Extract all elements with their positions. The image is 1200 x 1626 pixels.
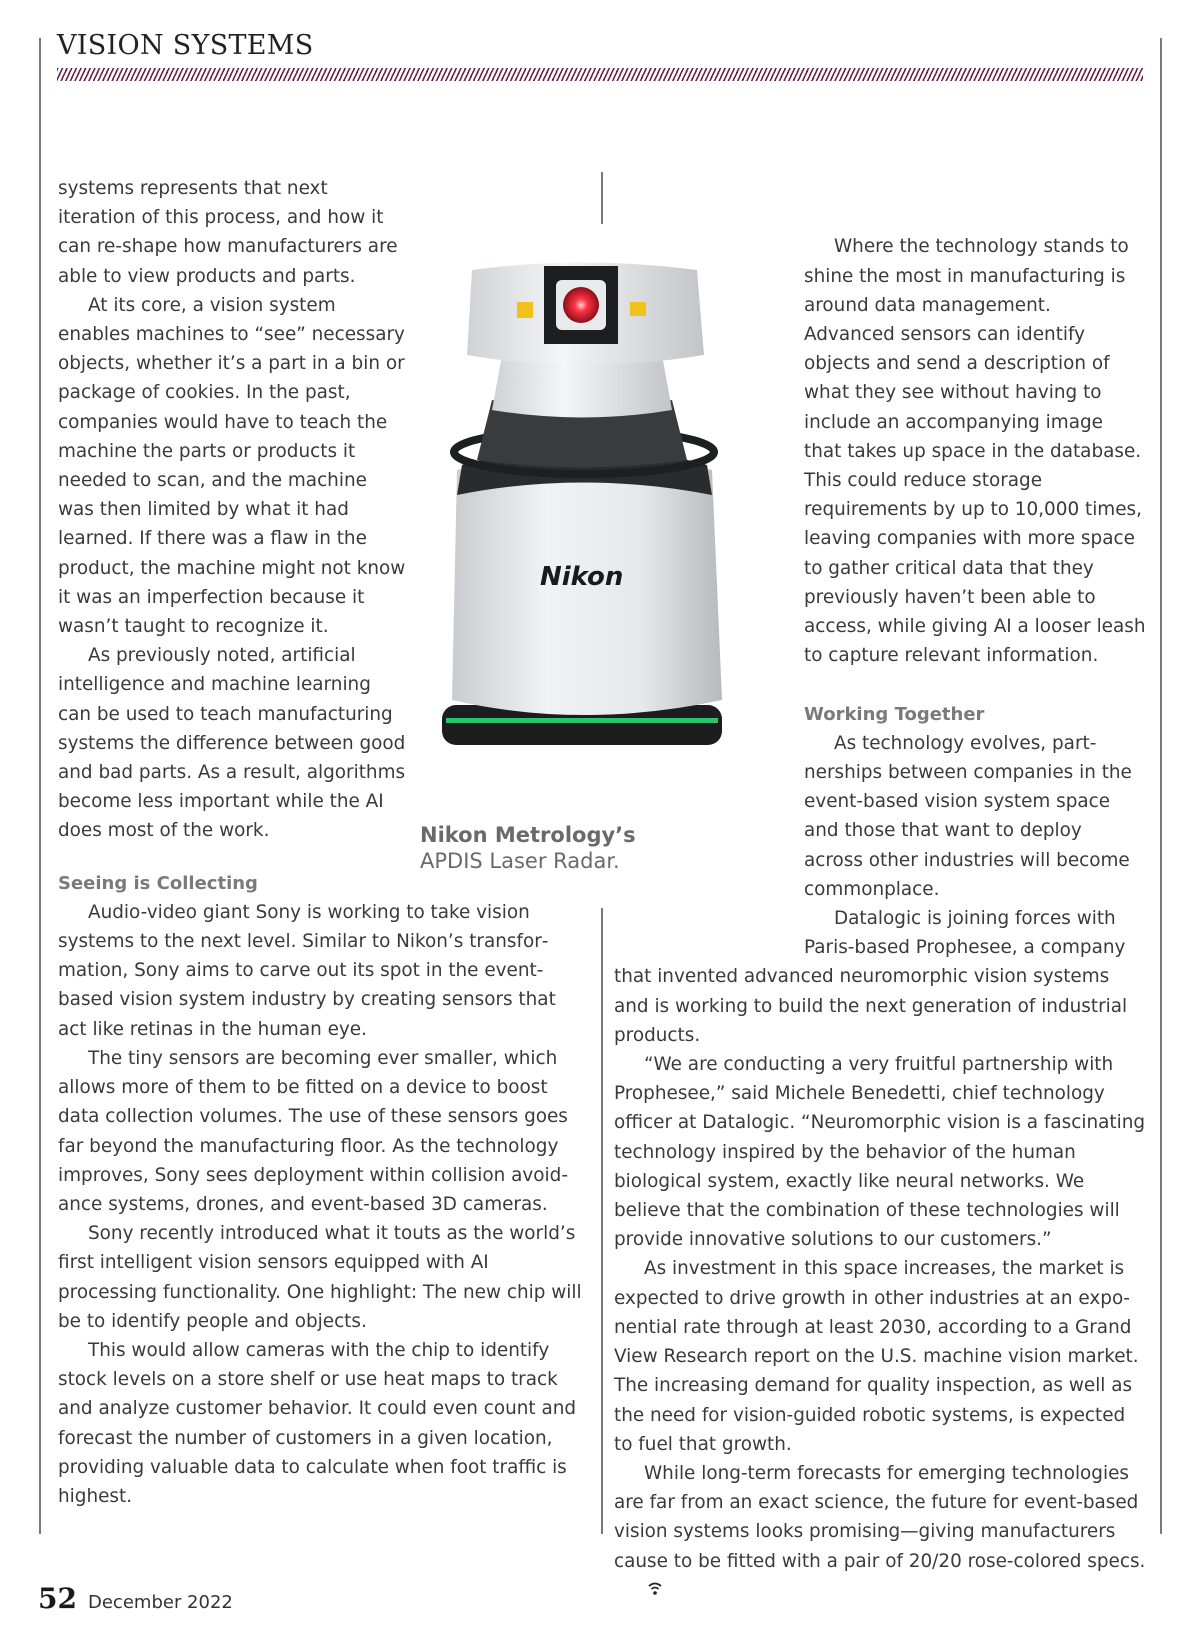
header-hatch-band [57,68,1143,81]
caption-rest: APDIS Laser Radar. [420,849,620,873]
left-border-rule [39,38,41,1534]
column-divider-top [601,172,603,224]
left-paragraph-7: This would allow cameras with the chip to identify stock levels on a store shelf or use heat maps to track and analyze customer behavior. It could even count and forecast the number of customers in a given location, providing valuable data to calculate when foot traffic is highest. [58,1339,577,1507]
column-divider-bottom [601,908,603,1534]
photo-caption [420,822,650,874]
heading-seeing-is-collecting: Seeing is Collecting [58,872,258,894]
issue-date: December 2022 [88,1592,233,1613]
nikon-logo-label: Nikon [540,562,624,592]
right-paragraph-2: As technology evolves, partnerships between companies in the event-based vision system space and those that want to deploy across other industries will become commonplace. [804,732,1132,900]
left-paragraph-2: At its core, a vision system enables machines to “see” necessary objects, whether it’s a part in a bin or package of cookies. In the past, companies would have to teach the machine the parts or products it needed to scan, and the machine was then limited by what it had learned. If there was a flaw in the product, the machine might not know it was an imperfection because it wasn’t taught to recognize it. [58,294,406,638]
heading-working-together: Working Together [804,703,985,725]
left-paragraph-3: As previously noted, artificial intelligence and machine learning can be used to teach manufacturing systems the difference between good and bad parts. As a result, algorithms become less important while the AI does most of the work. [58,645,406,842]
page-number: 52 [38,1582,77,1615]
right-paragraph-1: Where the technology stands to shine the most in manufacturing is around data management. Advanced sensors can identify objects and send a description of what they see without having to include an accompanying image that takes up space in the database. This could reduce storage requirements by up to 10,000 times, leaving companies with more space to gather critical data that they previously haven’t been able to access, while giving AI a looser leash to capture relevant information. [804,236,1146,667]
end-mark-icon [618,1576,662,1605]
right-paragraph-3: Datalogic is joining forces with Paris-based Prophesee, a company that invented advanced neuromorphic vision systems and is working to build the next generation of industrial products. [614,908,1128,1046]
laser-warning-label-icon [517,302,533,318]
right-paragraph-6 [614,1459,1146,1605]
left-paragraph-4: Audio-video giant Sony is working to take vision systems to the next level. Similar to Nikon’s transformation, Sony aims to carve out its spot in the event-based vision system industry by creating sensors that act like retinas in the human eye. [58,901,556,1040]
safety-label-icon [630,302,646,316]
left-paragraph-6: Sony recently introduced what it touts as the world’s first intelligent vision sensors equipped with AI processing functionality. One highlight: The new chip will be to identify people and objects. [58,1223,582,1332]
right-paragraph-1-lead [614,174,1146,232]
right-paragraph-5: As investment in this space increases, the market is expected to drive growth in other industries at an exponential rate through at least 2030, according to a Grand View Research report on the U.S. machine vision market. The increasing demand for quality inspection, as well as the need for vision-guided robotic systems, is expected to fuel that growth. [614,1258,1139,1455]
section-title: VISION SYSTEMS [57,30,314,61]
laser-radar-photo [432,260,762,790]
right-border-rule [1160,38,1162,1534]
green-led-strip-icon [446,718,718,723]
left-paragraph-5: The tiny sensors are becoming ever smaller, which allows more of them to be fitted on a device to boost data collection volumes. The use of these sensors goes far beyond the manufacturing floor. As the technology improves, Sony sees deployment within collision avoidance systems, drones, and event-based 3D cameras. [58,1047,568,1215]
laser-lens-icon [563,287,599,323]
left-paragraph-1: systems represents that next iteration of this process, and how it can re-shape how manufacturers are able to view products and parts. [58,178,398,287]
right-paragraph-4: “We are conducting a very fruitful partnership with Prophesee,” said Michele Benedetti, chief technology officer at Datalogic. “Neuromorphic vision is a fascinating technology inspired by the behavior of the human biological system, exactly like neural networks. We believe that the combination of these technologies will provide innovative solutions to our customers.” [614,1054,1146,1251]
right-paragraph-6-text: While long-term forecasts for emerging technologies are far from an exact science, the future for event-based vision systems looks promising—giving manufacturers cause to be fitted with a pair of 20/20 rose-colored specs. [614,1462,1146,1572]
caption-bold: Nikon Metrology’s [420,823,636,847]
